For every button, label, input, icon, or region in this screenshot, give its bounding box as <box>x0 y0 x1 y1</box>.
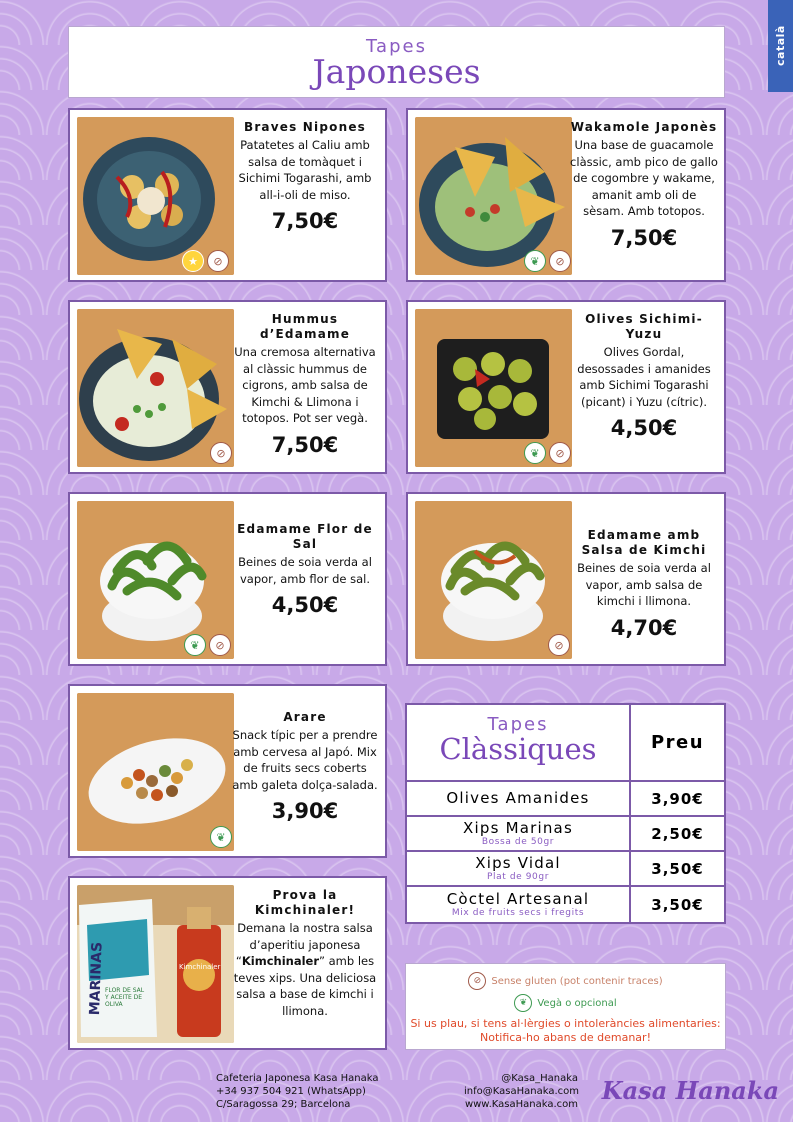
table-row: Còctel Artesanal Mix de fruits secs i fregits 3,50€ <box>407 887 724 922</box>
footer-contact: Cafeteria Japonesa Kasa Hanaka +34 937 504 921 (WhatsApp) C/Saragossa 29; Barcelona <box>216 1073 379 1110</box>
dish-name: Olives Sichimi-Yuzu <box>585 312 703 341</box>
gluten-free-icon: ⊘ <box>549 250 571 272</box>
dish-price: 7,50€ <box>610 225 678 250</box>
badges <box>524 250 571 272</box>
dish-description: Una cremosa alternativa al clàssic hummus de cigrons, amb salsa de Kimchi & Llimona i totopos. Pot ser vegà. <box>234 345 376 425</box>
gluten-free-icon: ⊘ <box>210 442 232 464</box>
vegan-icon: ❦ <box>524 250 546 272</box>
dish-price: 4,50€ <box>271 593 339 617</box>
title-small: Tapes <box>366 36 427 57</box>
legend-box <box>405 963 726 1050</box>
website-link[interactable]: www.KasaHanaka.com <box>464 1099 578 1110</box>
menu-card-wakamole <box>406 108 726 282</box>
vegan-icon: ❦ <box>184 634 206 656</box>
dish-price: 7,50€ <box>271 209 339 233</box>
title-box <box>68 26 725 98</box>
menu-card-arare <box>68 684 387 858</box>
dish-name: Braves Nipones <box>243 120 367 134</box>
gluten-free-icon: ⊘ <box>468 972 486 990</box>
bottle-label: Kimchinaler <box>179 963 221 971</box>
dish-name: Edamame amb Salsa de Kimchi <box>581 528 707 557</box>
badges <box>184 634 231 656</box>
instagram-link[interactable]: @Kasa_Hanaka <box>501 1073 578 1084</box>
dish-price: 7,50€ <box>271 432 339 457</box>
dish-text <box>570 120 718 250</box>
page-title: Japoneses <box>312 52 481 91</box>
dish-text <box>231 120 379 233</box>
badges <box>182 250 229 272</box>
promo-description: Demana la nostra salsa d’aperitiu japonesa “Kimchinaler” amb les teves xips. Una deliciosa salsa a base de kimchi i llimona. <box>233 921 377 1018</box>
gluten-free-icon: ⊘ <box>548 634 570 656</box>
vegan-icon: ❦ <box>514 994 532 1012</box>
chips-bag-label: MARINAS <box>87 941 106 1016</box>
classics-title: Tapes Clàssiques <box>407 705 631 780</box>
badges <box>524 442 571 464</box>
email-link[interactable]: info@KasaHanaka.com <box>464 1086 579 1097</box>
star-icon: ★ <box>182 250 204 272</box>
vegan-icon: ❦ <box>210 826 232 848</box>
brand-logo: Kasa Hanaka <box>601 1076 779 1105</box>
allergy-notice: Si us plau, si tens al·lèrgies o intoleràncies alimentaries: Notifica-ho abans de demanar! <box>410 1017 721 1044</box>
dish-text <box>570 528 718 640</box>
gluten-free-icon: ⊘ <box>209 634 231 656</box>
dish-text <box>570 312 718 440</box>
menu-card-edamame-kimchi <box>406 492 726 666</box>
dish-description: Snack típic per a prendre amb cervesa al Japó. Mix de fruits secs coberts amb galeta dolça-salada. <box>232 728 378 792</box>
dish-name: Hummus d’Edamame <box>259 312 351 341</box>
footer-online <box>464 1072 578 1111</box>
classics-header <box>407 705 724 782</box>
dish-price: 4,50€ <box>610 416 678 440</box>
legend-gluten: ⊘ Sense gluten (pot contenir traces) <box>406 972 725 990</box>
dish-name: Edamame Flor de Sal <box>237 522 373 551</box>
menu-card-edamame-flor-de-sal <box>68 492 387 666</box>
price-header: Preu <box>650 732 705 753</box>
promo-name: Prova la Kimchinaler! <box>254 888 356 917</box>
gluten-free-icon: ⊘ <box>207 250 229 272</box>
classics-table <box>405 703 726 924</box>
dish-text <box>231 710 379 823</box>
promo-card-kimchinaler <box>68 876 387 1050</box>
dish-description: Beines de soia verda al vapor, amb salsa de kimchi i llimona. <box>577 561 711 608</box>
dish-description: Patatetes al Caliu amb salsa de tomàquet i Sichimi Togarashi, amb all-i-oli de miso. <box>238 138 372 202</box>
dish-description: Una base de guacamole clàssic, amb pico de gallo de cogombre y wakame, amanit amb oli de sèsam. Amb totopos. <box>570 138 718 218</box>
promo-photo <box>77 885 234 1043</box>
menu-card-hummus <box>68 300 387 474</box>
badges <box>210 826 232 848</box>
table-row: Olives Amanides 3,90€ <box>407 782 724 817</box>
dish-text <box>231 312 379 457</box>
dish-text <box>231 522 379 617</box>
promo-text <box>231 888 379 1019</box>
dish-price: 4,70€ <box>610 615 678 640</box>
language-tab[interactable]: català <box>768 0 793 92</box>
dish-description: Olives Gordal, desossades i amanides amb Sichimi Togarashi (picant) i Yuzu (cítric). <box>577 345 711 409</box>
table-row: Xips Vidal Plat de 90gr 3,50€ <box>407 852 724 887</box>
menu-card-braves-nipones <box>68 108 387 282</box>
gluten-free-icon: ⊘ <box>549 442 571 464</box>
vegan-icon: ❦ <box>524 442 546 464</box>
chips-bag-sub: FLOR DE SAL Y ACEITE DE OLIVA <box>105 987 145 1008</box>
table-row: Xips Marinas Bossa de 50gr 2,50€ <box>407 817 724 852</box>
legend-vegan: ❦ Vegà o opcional <box>406 994 725 1012</box>
dish-description: Beines de soia verda al vapor, amb flor de sal. <box>238 555 372 586</box>
dish-price: 3,90€ <box>271 799 339 823</box>
badges <box>210 442 232 464</box>
dish-name: Arare <box>283 710 327 724</box>
menu-card-olives <box>406 300 726 474</box>
badges <box>548 634 570 656</box>
dish-name: Wakamole Japonès <box>570 120 718 134</box>
